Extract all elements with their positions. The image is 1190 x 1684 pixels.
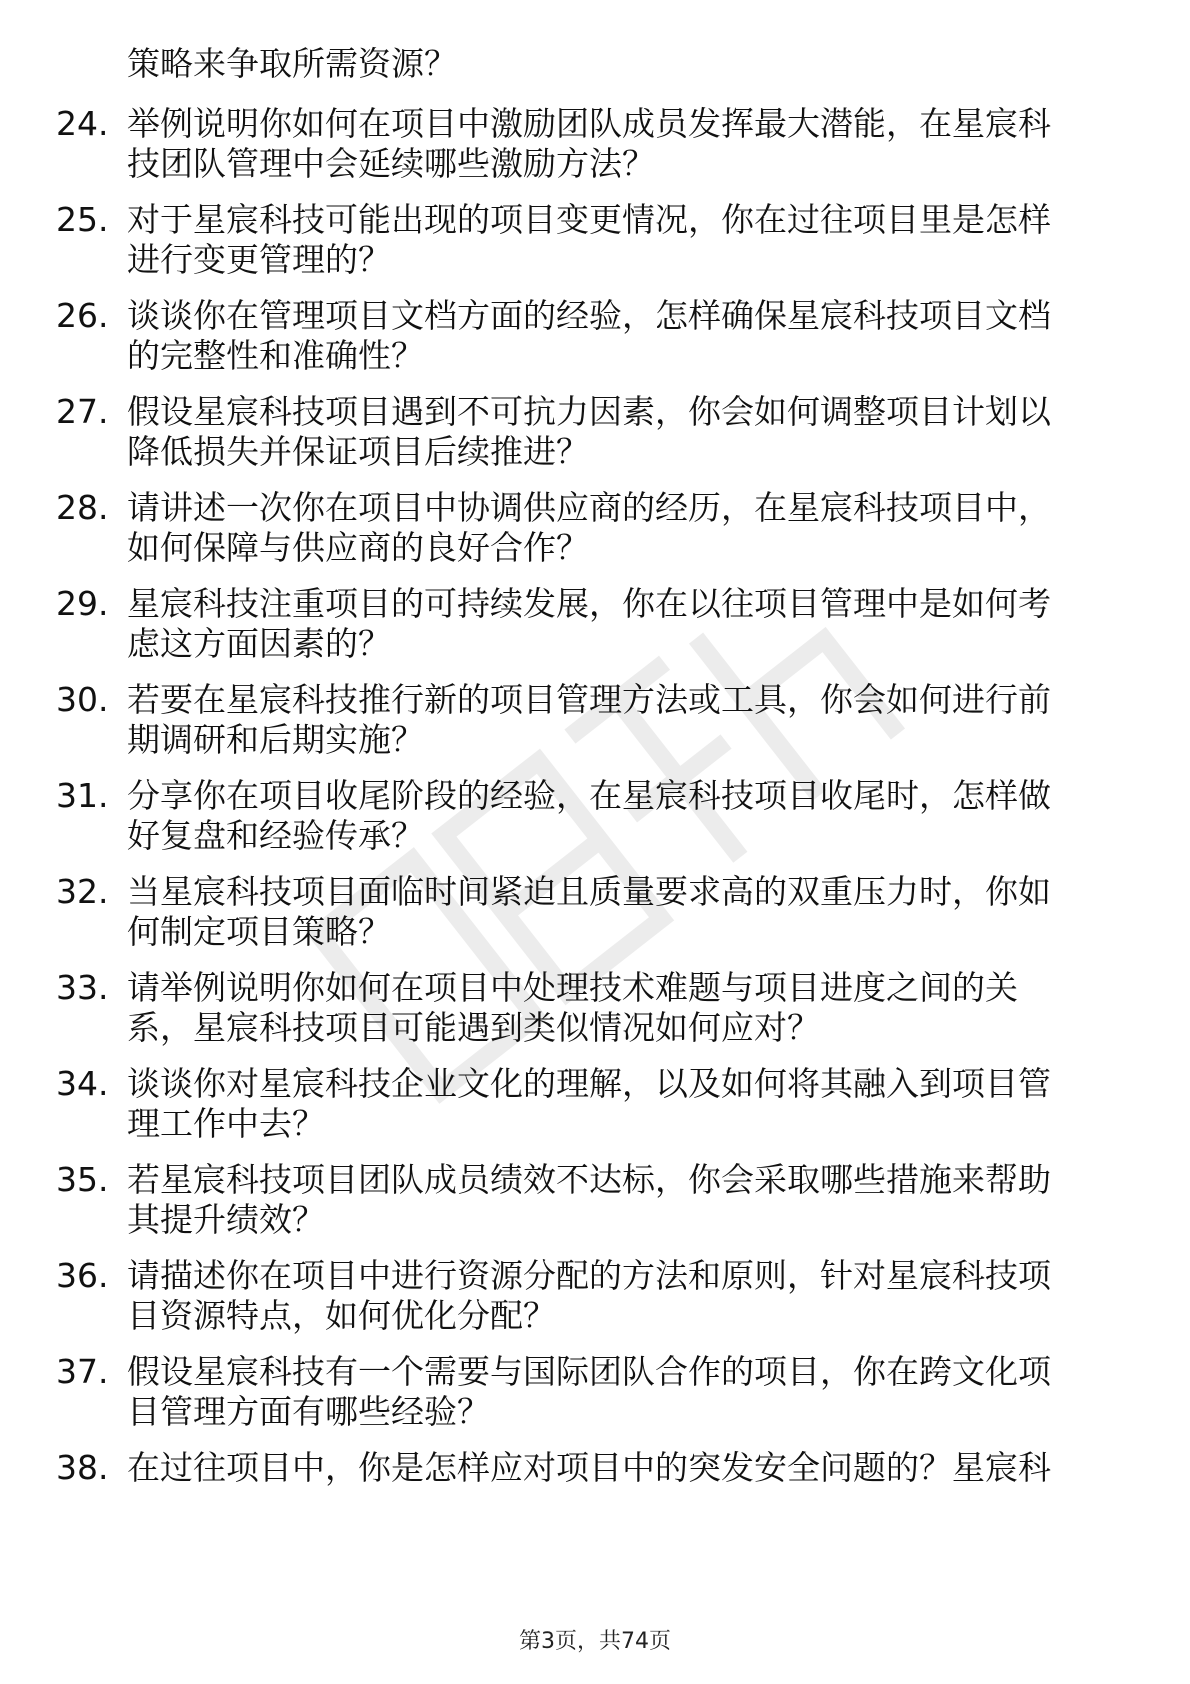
item-text-line: 星宸科技注重项目的可持续发展，你在以往项目管理中是如何考	[127, 584, 1051, 623]
item-text	[127, 392, 1127, 472]
item-number: 33.	[56, 968, 109, 1007]
item-number: 32.	[56, 872, 109, 911]
item-text	[127, 200, 1127, 280]
item-number: 35.	[56, 1160, 109, 1199]
item-text-line: 其提升绩效？	[127, 1200, 325, 1239]
item-text-line: 请举例说明你如何在项目中处理技术难题与项目进度之间的关	[127, 968, 1018, 1007]
item-text-line: 虑这方面因素的？	[127, 624, 391, 663]
item-text	[127, 1352, 1127, 1432]
item-text-line: 请讲述一次你在项目中协调供应商的经历，在星宸科技项目中，	[127, 488, 1051, 527]
item-text	[127, 488, 1127, 568]
item-text	[127, 584, 1127, 664]
item-text	[127, 104, 1127, 184]
item-text	[127, 872, 1127, 952]
item-text-line: 若要在星宸科技推行新的项目管理方法或工具，你会如何进行前	[127, 680, 1051, 719]
item-text-line: 理工作中去？	[127, 1104, 325, 1143]
item-text	[127, 1448, 1127, 1488]
item-text	[127, 1160, 1127, 1240]
item-text-line: 谈谈你在管理项目文档方面的经验，怎样确保星宸科技项目文档	[127, 296, 1051, 335]
item-number: 36.	[56, 1256, 109, 1295]
item-text	[127, 680, 1127, 760]
item-text-line: 举例说明你如何在项目中激励团队成员发挥最大潜能，在星宸科	[127, 104, 1051, 143]
continued-question-text: 策略来争取所需资源？	[127, 44, 457, 83]
item-text-line: 何制定项目策略？	[127, 912, 391, 951]
item-text-line: 谈谈你对星宸科技企业文化的理解，以及如何将其融入到项目管	[127, 1064, 1051, 1103]
item-number: 25.	[56, 200, 109, 239]
item-text-line: 如何保障与供应商的良好合作？	[127, 528, 589, 567]
item-number: 29.	[56, 584, 109, 623]
item-number: 28.	[56, 488, 109, 527]
item-text-line: 降低损失并保证项目后续推进？	[127, 432, 589, 471]
item-number: 38.	[56, 1448, 109, 1487]
item-text-line: 目资源特点，如何优化分配？	[127, 1296, 556, 1335]
item-text-line: 好复盘和经验传承？	[127, 816, 424, 855]
item-text	[127, 296, 1127, 376]
item-number: 34.	[56, 1064, 109, 1103]
item-text-line: 分享你在项目收尾阶段的经验，在星宸科技项目收尾时，怎样做	[127, 776, 1051, 815]
item-text-line: 对于星宸科技可能出现的项目变更情况，你在过往项目里是怎样	[127, 200, 1051, 239]
item-text	[127, 776, 1127, 856]
item-text	[127, 1064, 1127, 1144]
item-text-line: 技团队管理中会延续哪些激励方法？	[127, 144, 655, 183]
item-text-line: 系，星宸科技项目可能遇到类似情况如何应对？	[127, 1008, 820, 1047]
item-number: 26.	[56, 296, 109, 335]
item-text-line: 目管理方面有哪些经验？	[127, 1392, 490, 1431]
item-text-line: 进行变更管理的？	[127, 240, 391, 279]
item-text	[127, 1256, 1127, 1336]
item-text	[127, 968, 1127, 1048]
item-text-line: 的完整性和准确性？	[127, 336, 424, 375]
item-text-line: 期调研和后期实施？	[127, 720, 424, 759]
page-footer: 第3页，共74页	[519, 1629, 671, 1654]
item-text-line: 假设星宸科技项目遇到不可抗力因素，你会如何调整项目计划以	[127, 392, 1051, 431]
item-number: 30.	[56, 680, 109, 719]
item-text-line: 请描述你在项目中进行资源分配的方法和原则，针对星宸科技项	[127, 1256, 1051, 1295]
item-number: 37.	[56, 1352, 109, 1391]
item-text-line: 若星宸科技项目团队成员绩效不达标，你会采取哪些措施来帮助	[127, 1160, 1051, 1199]
item-number: 31.	[56, 776, 109, 815]
item-number: 24.	[56, 104, 109, 143]
item-text-line: 假设星宸科技有一个需要与国际团队合作的项目，你在跨文化项	[127, 1352, 1051, 1391]
item-text-line: 当星宸科技项目面临时间紧迫且质量要求高的双重压力时，你如	[127, 872, 1051, 911]
item-text-line: 在过往项目中，你是怎样应对项目中的突发安全问题的？星宸科	[127, 1448, 1051, 1487]
item-number: 27.	[56, 392, 109, 431]
